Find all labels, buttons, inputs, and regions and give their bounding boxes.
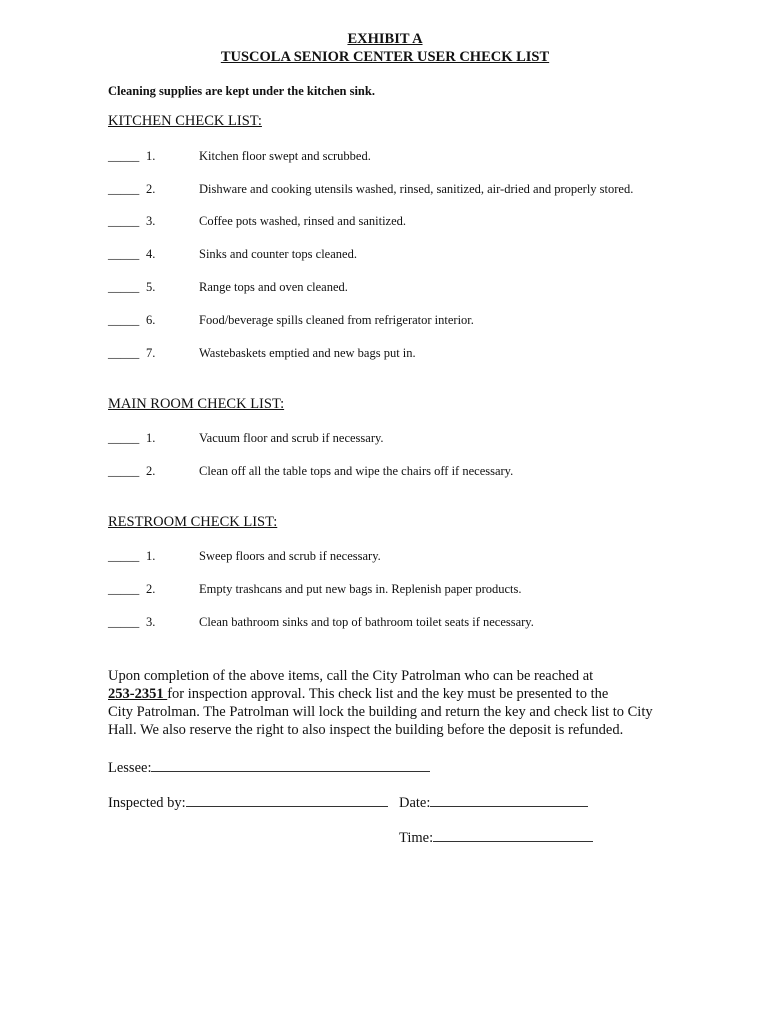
checkbox-blank[interactable]: _____: [108, 615, 140, 629]
closing-line-4: Hall. We also reserve the right to also inspect the building before the deposit is refunded.: [108, 722, 624, 738]
item-text: Food/beverage spills cleaned from refrigerator interior.: [199, 313, 474, 327]
item-number: 1.: [146, 549, 156, 563]
item-number: 6.: [146, 313, 156, 327]
closing-line-1: Upon completion of the above items, call the City Patrolman who can be reached at: [108, 668, 594, 684]
item-text: Wastebaskets emptied and new bags put in.: [199, 346, 416, 360]
kitchen-item: [108, 280, 728, 298]
date-label: Date:: [399, 795, 431, 811]
item-number: 5.: [146, 280, 156, 294]
checkbox-blank[interactable]: _____: [108, 247, 140, 261]
lessee-label: Lessee:: [108, 760, 152, 776]
checkbox-blank[interactable]: _____: [108, 346, 140, 360]
item-number: 7.: [146, 346, 156, 360]
closing-line-2: [108, 685, 698, 703]
item-text: Clean bathroom sinks and top of bathroom toilet seats if necessary.: [199, 615, 534, 629]
closing-line-2-text: for inspection approval. This check list and the key must be presented to the: [167, 686, 609, 702]
item-number: 4.: [146, 247, 156, 261]
checkbox-blank[interactable]: _____: [108, 582, 140, 596]
lessee-signature-field[interactable]: [151, 757, 430, 772]
main-room-heading: MAIN ROOM CHECK LIST:: [108, 396, 285, 412]
item-number: 3.: [146, 615, 156, 629]
kitchen-item: [108, 182, 728, 200]
item-number: 2.: [146, 582, 156, 596]
checkbox-blank[interactable]: _____: [108, 280, 140, 294]
time-field[interactable]: [433, 827, 593, 842]
time-row: [399, 827, 593, 847]
main-room-item: [108, 464, 728, 482]
kitchen-item: [108, 313, 728, 331]
kitchen-heading: KITCHEN CHECK LIST:: [108, 113, 262, 129]
lessee-signature-row: [108, 757, 430, 777]
item-text: Kitchen floor swept and scrubbed.: [199, 149, 371, 163]
item-text: Sinks and counter tops cleaned.: [199, 247, 357, 261]
item-text: Coffee pots washed, rinsed and sanitized.: [199, 214, 407, 228]
kitchen-item: [108, 214, 728, 232]
main-room-item: [108, 431, 728, 449]
closing-paragraph: [108, 667, 698, 739]
item-number: 1.: [146, 149, 156, 163]
time-label: Time:: [399, 830, 434, 846]
item-text: Empty trashcans and put new bags in. Replenish paper products.: [199, 582, 522, 596]
kitchen-item: [108, 149, 728, 167]
checkbox-blank[interactable]: _____: [108, 149, 140, 163]
item-text: Clean off all the table tops and wipe the chairs off if necessary.: [199, 464, 514, 478]
checkbox-blank[interactable]: _____: [108, 464, 140, 478]
checkbox-blank[interactable]: _____: [108, 313, 140, 327]
inspected-by-row: [108, 792, 388, 812]
exhibit-label: EXHIBIT A: [347, 31, 423, 47]
document-title: TUSCOLA SENIOR CENTER USER CHECK LIST: [220, 49, 550, 65]
restroom-item: [108, 549, 728, 567]
item-text: Range tops and oven cleaned.: [199, 280, 348, 294]
item-text: Sweep floors and scrub if necessary.: [199, 549, 381, 563]
checkbox-blank[interactable]: _____: [108, 549, 140, 563]
closing-line-3: City Patrolman. The Patrolman will lock the building and return the key and check list to City: [108, 704, 653, 720]
checkbox-blank[interactable]: _____: [108, 214, 140, 228]
date-row: [399, 792, 588, 812]
item-text: Vacuum floor and scrub if necessary.: [199, 431, 384, 445]
inspected-by-field[interactable]: [186, 792, 388, 807]
checkbox-blank[interactable]: _____: [108, 182, 140, 196]
restroom-item: [108, 582, 728, 600]
item-number: 2.: [146, 182, 156, 196]
item-number: 2.: [146, 464, 156, 478]
kitchen-item: [108, 247, 728, 265]
kitchen-item: [108, 346, 728, 364]
checkbox-blank[interactable]: _____: [108, 431, 140, 445]
item-number: 3.: [146, 214, 156, 228]
restroom-heading: RESTROOM CHECK LIST:: [108, 514, 278, 530]
inspected-by-label: Inspected by:: [108, 795, 186, 811]
patrolman-phone-number: 253-2351: [108, 686, 168, 702]
item-number: 1.: [146, 431, 156, 445]
item-text: Dishware and cooking utensils washed, rinsed, sanitized, air-dried and properly stored.: [199, 182, 634, 196]
restroom-item: [108, 615, 728, 633]
date-field[interactable]: [430, 792, 588, 807]
supplies-note: Cleaning supplies are kept under the kitchen sink.: [108, 84, 375, 98]
